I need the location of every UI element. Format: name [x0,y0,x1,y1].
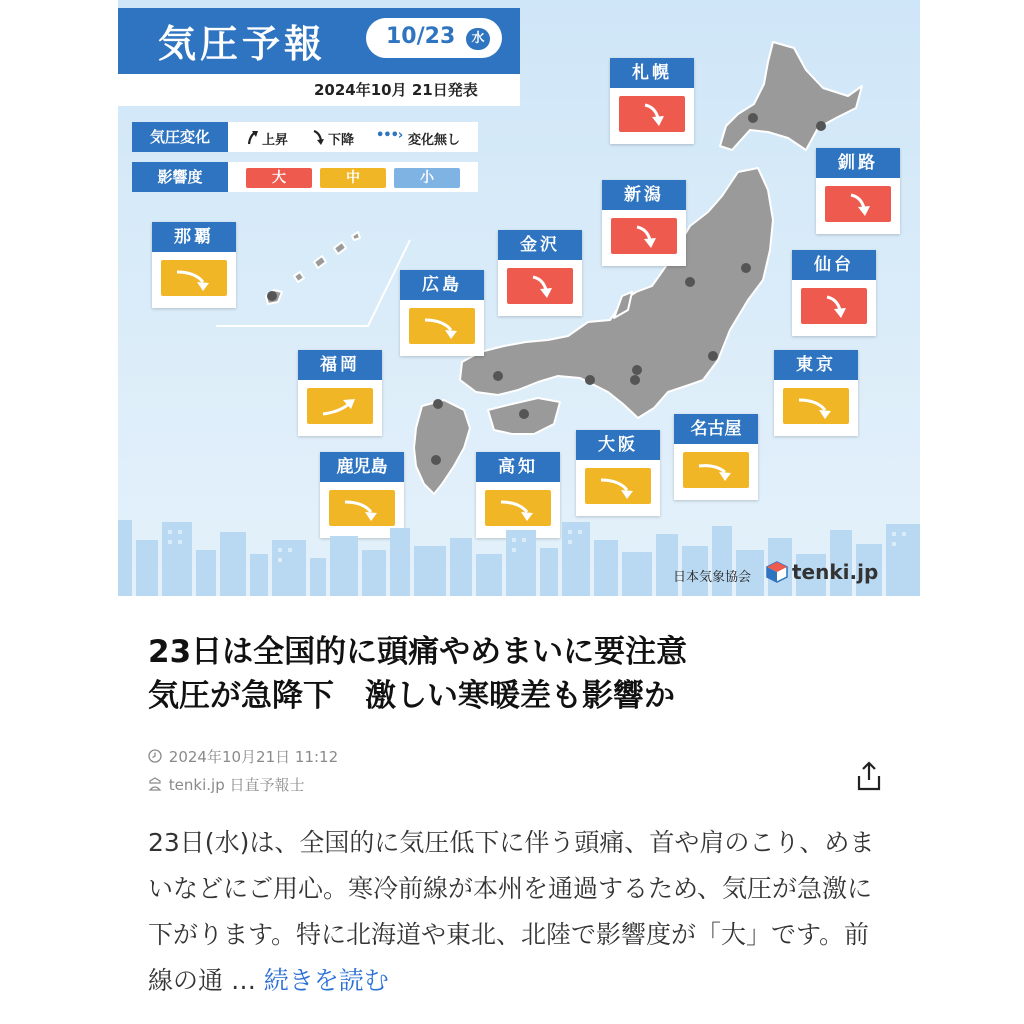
article-timestamp-row [148,746,338,767]
legend-change-label: 気圧変化 [132,122,228,152]
impact-medium-indicator [409,308,475,344]
fall-arrow-icon [801,288,867,324]
impact-large-indicator [619,96,685,132]
article-body: 23日(水)は、全国的に気圧低下に伴う頭痛、首や肩のこり、めまいなどにご用心。寒冷前線が本州を通過するため、気圧が急激に下がります。特に北海道や東北、北陸で影響度が「大」です。前線の通 … [148,828,875,995]
impact-medium-indicator [783,388,849,424]
impact-large-indicator [507,268,573,304]
impact-small: 小 [394,168,460,188]
city-name: 名古屋 [674,414,758,444]
clock-icon [148,749,164,767]
fall-arrow-icon [783,388,849,424]
impact-medium: 中 [320,168,386,188]
article-author: tenki.jp 日直予報士 [168,776,305,794]
article-timestamp: 2024年10月21日 11:12 [168,748,339,766]
city-name: 新潟 [602,180,686,210]
legend-fall: 下降 [328,133,355,148]
issued-date: 2024年10月 21日発表 [314,81,478,99]
tenki-logo-icon [766,561,788,583]
no-change-dots-icon: •••› [376,128,403,143]
city-card-tokyo[interactable] [774,350,858,436]
city-card-fukuoka[interactable] [298,350,382,436]
fall-arrow-icon [619,96,685,132]
legend-impact-label: 影響度 [132,162,228,192]
legend-rise: 上昇 [262,133,289,148]
fall-arrow-icon [409,308,475,344]
share-icon [856,760,882,792]
city-name: 札幌 [610,58,694,88]
forecast-title: 気圧予報 [158,22,327,66]
city-card-osaka[interactable] [576,430,660,516]
credit-jwa: 日本気象協会 [673,570,752,585]
city-card-naha[interactable] [152,222,236,308]
impact-medium-indicator [585,468,651,504]
impact-large-indicator [825,186,891,222]
pressure-forecast-image[interactable] [118,0,920,596]
city-name: 仙台 [792,250,876,280]
city-card-niigata[interactable] [602,180,686,266]
forecast-date: 10/23 [386,24,456,49]
article-headline[interactable] [148,630,868,718]
weekday-badge: 水 [466,28,490,50]
read-more-link[interactable]: 続きを読む [263,966,389,995]
city-name: 高知 [476,452,560,482]
article-author-row [148,774,304,795]
impact-large: 大 [246,168,312,188]
fall-arrow-icon [825,186,891,222]
fall-arrow-icon [683,452,749,488]
fall-arrow-icon [161,260,227,296]
share-button[interactable] [856,760,882,792]
city-name: 福岡 [298,350,382,380]
impact-medium-indicator [161,260,227,296]
user-icon [148,777,164,795]
city-card-sendai[interactable] [792,250,876,336]
city-name: 釧路 [816,148,900,178]
city-card-kushiro[interactable] [816,148,900,234]
impact-medium-indicator [683,452,749,488]
city-name: 那覇 [152,222,236,252]
city-card-hiroshima[interactable] [400,270,484,356]
headline-line-1: 23日は全国的に頭痛やめまいに要注意 [148,634,688,670]
fall-arrow-icon [507,268,573,304]
headline-line-2: 気圧が急降下 激しい寒暖差も影響か [148,678,675,714]
city-card-nagoya[interactable] [674,414,758,500]
article-excerpt [148,820,888,1004]
impact-large-indicator [801,288,867,324]
city-name: 東京 [774,350,858,380]
impact-medium-indicator [307,388,373,424]
city-name: 金沢 [498,230,582,260]
impact-large-indicator [611,218,677,254]
fall-arrow-icon [611,218,677,254]
legend-no-change: 変化無し [408,133,461,148]
city-card-kanazawa[interactable] [498,230,582,316]
city-name: 広島 [400,270,484,300]
city-name: 大阪 [576,430,660,460]
tenki-logo: tenki.jp [792,560,879,584]
rise-arrow-icon [307,388,373,424]
city-name: 鹿児島 [320,452,404,482]
fall-arrow-icon [585,468,651,504]
city-card-sapporo[interactable] [610,58,694,144]
